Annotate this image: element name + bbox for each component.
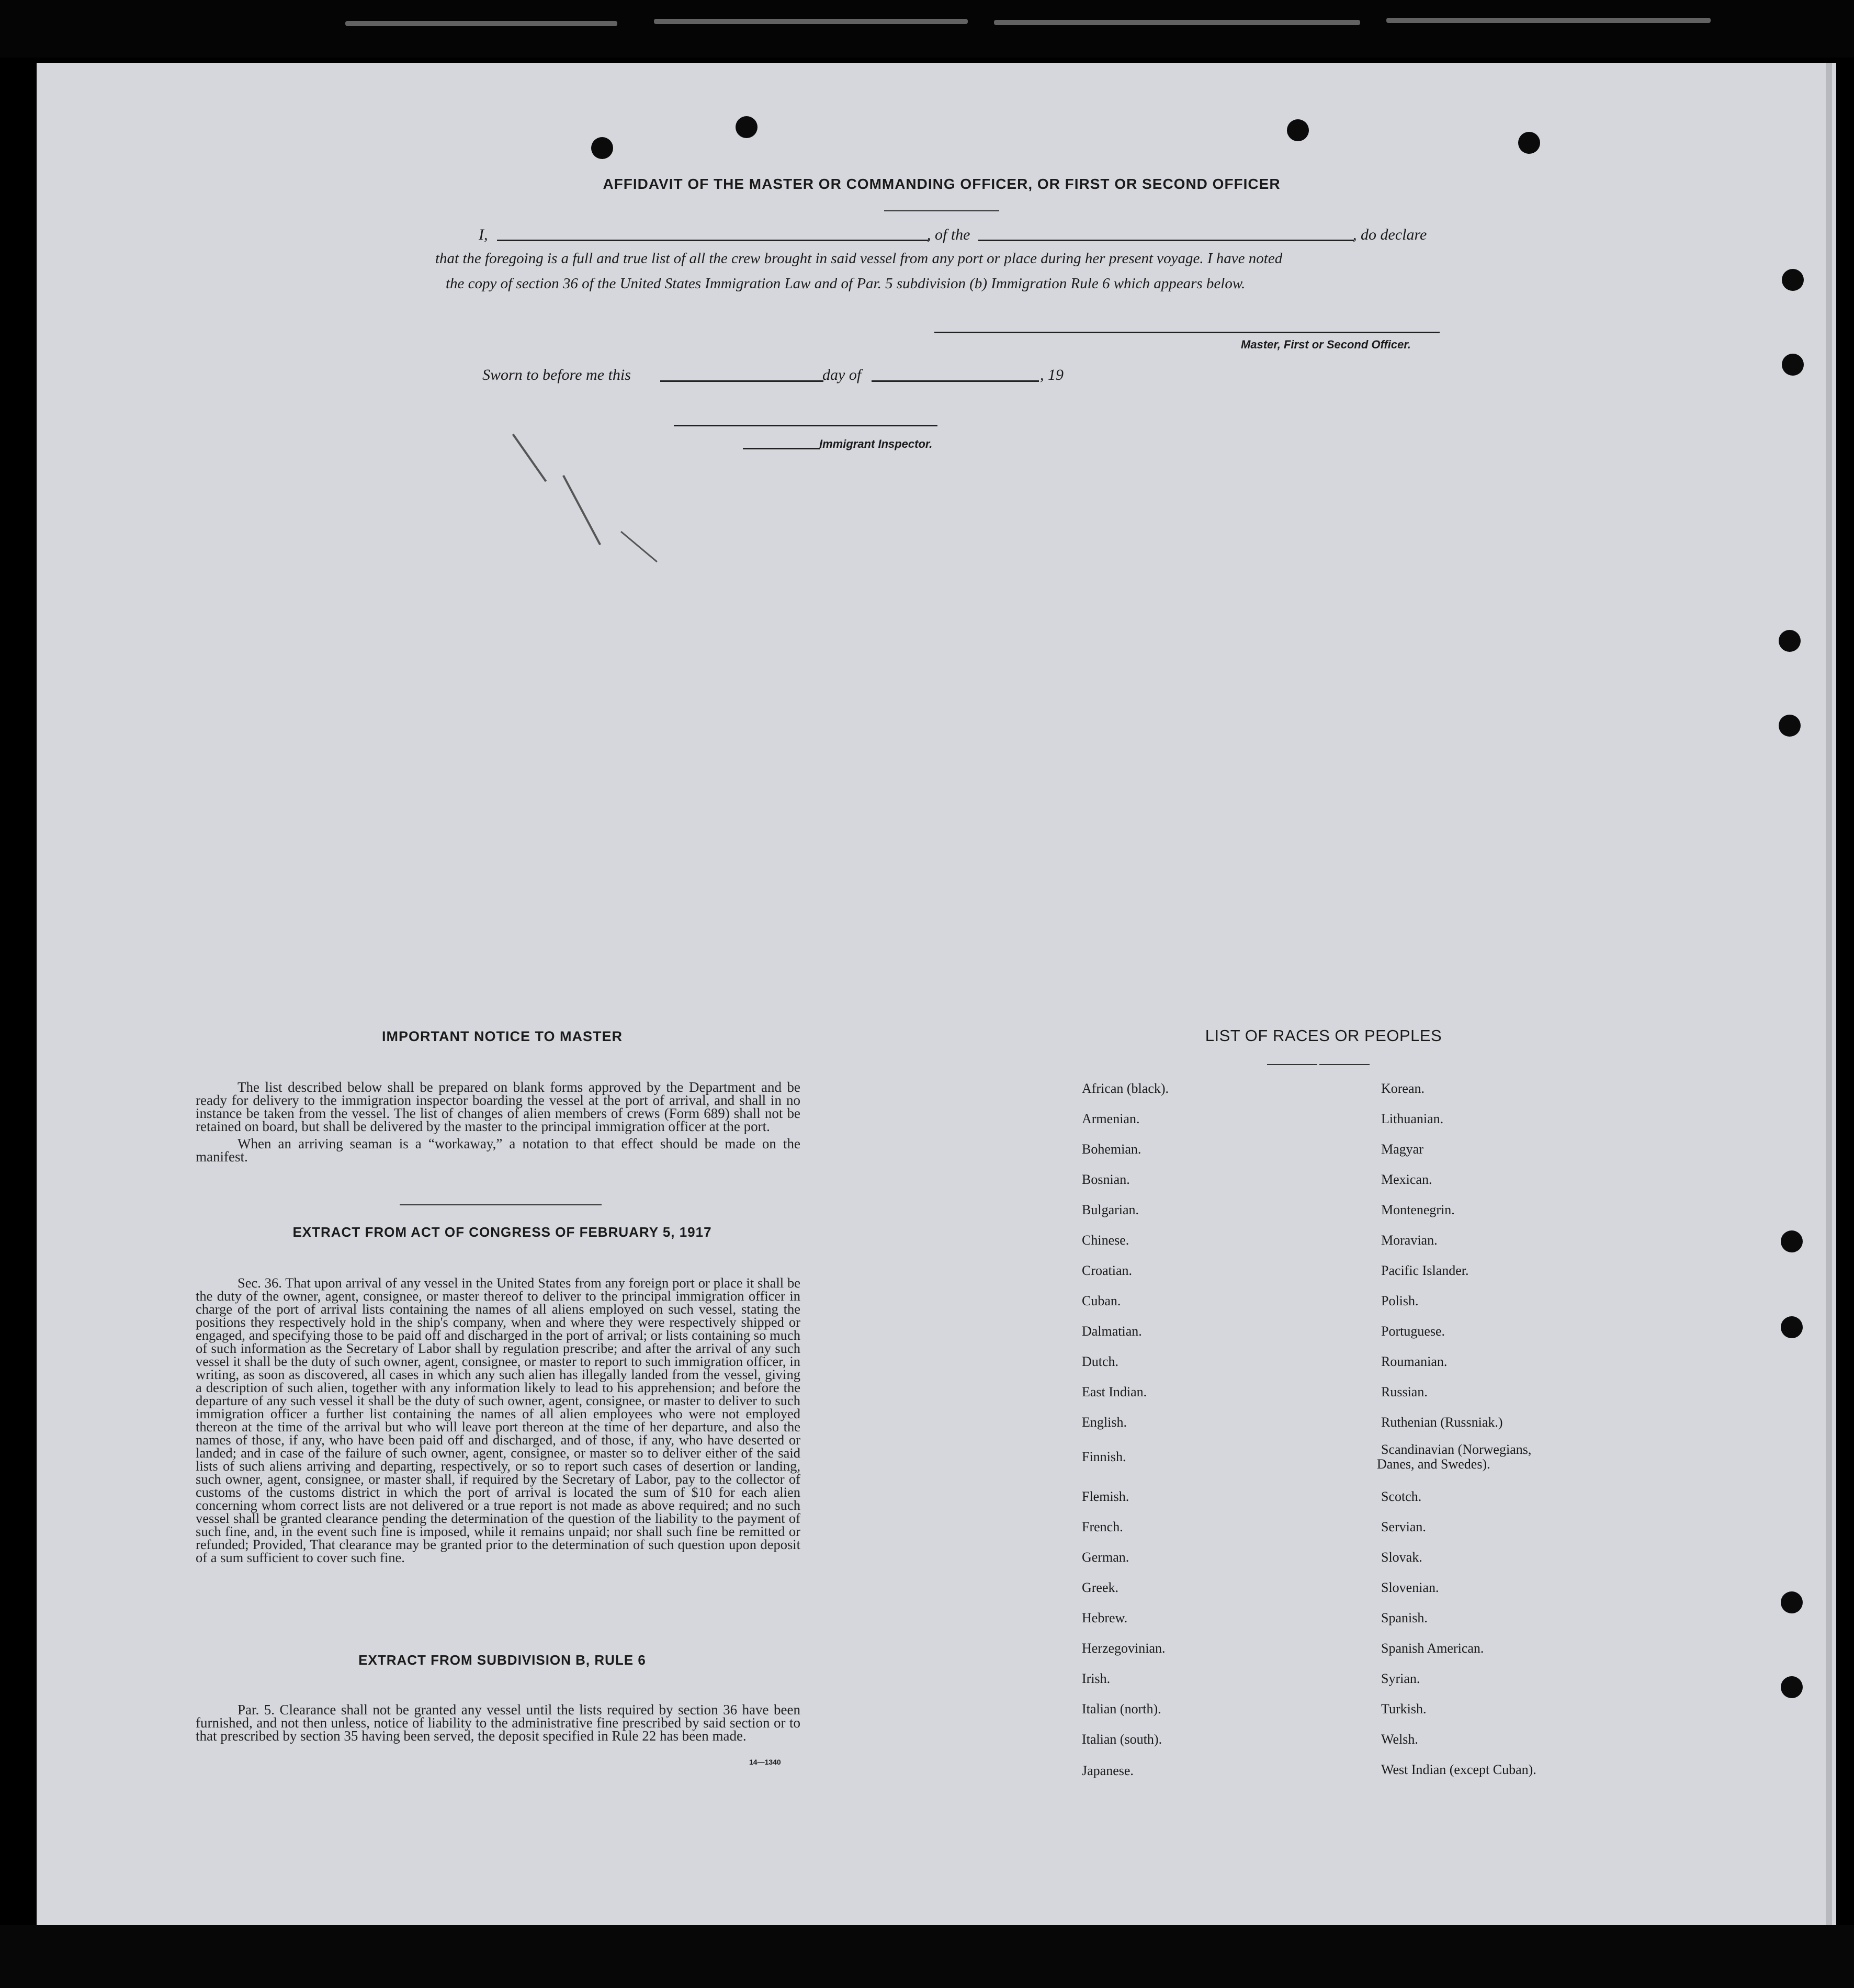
race-item: Croatian. [1082,1263,1133,1278]
race-item: Armenian. [1082,1111,1140,1126]
race-item: Hebrew. [1082,1610,1128,1625]
race-item: African (black). [1082,1081,1169,1096]
extract-rule-body [196,1703,800,1743]
scan-streak [345,21,617,26]
race-item: Irish. [1082,1671,1111,1686]
race-item: Slovenian. [1381,1580,1439,1595]
race-item: Flemish. [1082,1489,1129,1504]
divider [1267,1064,1317,1065]
race-item: German. [1082,1550,1129,1565]
punch-hole [1782,354,1804,376]
race-item: Russian. [1381,1384,1428,1399]
punch-hole [736,116,758,138]
sworn-day-fill-line [660,380,823,382]
affidavit-do-declare: , do declare [1353,226,1427,243]
race-item: Scotch. [1381,1489,1422,1504]
extract-act-title: EXTRACT FROM ACT OF CONGRESS OF FEBRUARY 5, 1917 [292,1224,712,1240]
race-item: Servian. [1381,1519,1426,1534]
notice-paragraph-2: When an arriving seaman is a “workaway,” a notation to that effect should be made on the manifest. [196,1136,800,1165]
race-item: Finnish. [1082,1449,1126,1464]
scan-streak [1386,18,1711,23]
race-item: Magyar [1381,1142,1423,1157]
document-page [37,63,1836,1925]
race-item: East Indian. [1082,1384,1147,1399]
race-item: Bohemian. [1082,1142,1141,1157]
sworn-year: , 19 [1040,366,1064,383]
race-item: Montenegrin. [1381,1202,1455,1217]
race-item: Pacific Islander. [1381,1263,1469,1278]
signature-line [934,332,1440,333]
punch-hole [1518,132,1540,154]
notice-title: IMPORTANT NOTICE TO MASTER [382,1029,623,1044]
punch-hole [1779,630,1801,652]
race-item: Korean. [1381,1081,1425,1096]
race-item: Turkish. [1381,1701,1427,1716]
race-item: Cuban. [1082,1293,1121,1308]
race-item: Italian (north). [1082,1701,1161,1716]
inspector-label: Immigrant Inspector. [819,437,933,450]
race-item: West Indian (except Cuban). [1381,1762,1536,1777]
par-5-text: Par. 5. Clearance shall not be granted any vessel until the lists required by section 36 have been furnished, and not then unless, notice of liability to the administrative fine prescribed by said section or to that prescribed by section 35 having been served, the deposit specified in Rule 22 has been made. [196,1702,800,1744]
scan-bottom-border [0,1925,1854,1988]
race-item: Italian (south). [1082,1732,1162,1747]
extract-rule-title: EXTRACT FROM SUBDIVISION B, RULE 6 [358,1652,646,1668]
race-item: Polish. [1381,1293,1419,1308]
signature-label: Master, First or Second Officer. [1241,338,1411,351]
extract-act-body [196,1277,800,1564]
race-item: French. [1082,1519,1123,1534]
race-item: Herzegovinian. [1082,1641,1166,1656]
race-item: Chinese. [1082,1233,1129,1248]
race-item: Portuguese. [1381,1324,1445,1339]
race-item: Lithuanian. [1381,1111,1444,1126]
race-item: Syrian. [1381,1671,1420,1686]
race-item: Slovak. [1381,1550,1422,1565]
race-item: Roumanian. [1381,1354,1448,1369]
race-item: English. [1082,1415,1127,1430]
divider [1319,1064,1370,1065]
divider [400,1204,602,1205]
punch-hole [591,137,613,159]
scan-top-border [0,0,1854,58]
race-item: Welsh. [1381,1732,1418,1747]
scan-streak [994,20,1360,25]
race-item: Dalmatian. [1082,1324,1142,1339]
punch-hole [1781,1316,1803,1338]
race-item: Moravian. [1381,1233,1438,1248]
punch-hole [1782,269,1804,291]
sworn-prefix: Sworn to before me this [482,366,631,383]
name-fill-line [497,240,929,241]
affidavit-i: I, [479,226,488,243]
sworn-day-of: day of [822,366,862,383]
punch-hole [1781,1230,1803,1252]
scan-streak [654,19,968,24]
page-edge [1826,63,1832,1925]
race-item: Scandinavian (Norwegians, [1381,1442,1532,1457]
notice-paragraph-1: The list described below shall be prepared on blank forms approved by the Department and be ready for delivery to the immigration inspector boarding the vessel at the port of arrival, and shall in no instance be taken from the vessel. The list of changes of alien members of crews (Form 689) shall not be retained on board, but shall be delivered by the master to the principal immigration officer at the port. [196,1079,800,1134]
race-item: Spanish. [1381,1610,1428,1625]
race-item: Bulgarian. [1082,1202,1139,1217]
punch-hole [1287,119,1309,141]
race-item: Mexican. [1381,1172,1432,1187]
inspector-signature-line [674,425,937,426]
race-item: Spanish American. [1381,1641,1484,1656]
affidavit-line-3: the copy of section 36 of the United States Immigration Law and of Par. 5 subdivision (b) Immigration Rule 6 which appears below. [446,275,1246,292]
punch-hole [1779,715,1801,737]
notice-body [196,1081,800,1164]
race-item: Japanese. [1082,1763,1134,1778]
race-item: Dutch. [1082,1354,1119,1369]
section-36-text: Sec. 36. That upon arrival of any vessel in the United States from any foreign port or place it shall be the duty of the owner, agent, consignee, or master thereof to deliver to the principal immigration officer in charge of the port of arrival lists containing the names of all aliens employed on such vessel, stating the positions they respectively hold in the ship's company, when and where they were respectively shipped or engaged, and specifying those to be paid off and discharged in the port of arrival; or lists containing so much of such information as the Secretary of Labor shall by regulation prescribe; and after the arrival of any such vessel it shall be the duty of such owner, agent, consignee, or master to report to such immigration officer, in writing, as soon as discovered, all cases in which any such alien has illegally landed from the vessel, giving a description of such alien, together with any information likely to lead to his apprehension; and before the departure of any such vessel it shall be the duty of such owner, agent, consignee, or master to deliver to such immigration officer a further list containing the names of all alien employees who were not employed thereon at the time of the arrival but who will leave port thereon at the time of her departure, and also the names of those, if any, who have been paid off and discharged, and of those, if any, who have deserted or landed; and in case of the failure of such owner, agent, consignee, or master so to deliver either of the said lists of such aliens arriving and departing, respectively, or so to report such cases of desertion or landing, such owner, agent, consignee, or master shall, if required by the Secretary of Labor, pay to the collector of customs of the customs district in which the port of arrival is located the sum of $10 for each alien concerning whom correct lists are not delivered or a true report is not made as above required; and no such vessel shall be granted clearance pending the determination of the question of the liability to the payment of such fine, and, in the event such fine is imposed, while it remains unpaid; nor shall such fine be remitted or refunded; Provided, That clearance may be granted prior to the determination of such question upon deposit of a sum sufficient to cover such fine. [196,1275,800,1565]
sworn-month-fill-line [872,380,1039,382]
punch-hole [1781,1676,1803,1698]
race-item: Ruthenian (Russniak.) [1381,1415,1503,1430]
divider [884,210,999,211]
affidavit-title: AFFIDAVIT OF THE MASTER OR COMMANDING OFFICER, OR FIRST OR SECOND OFFICER [603,176,1281,192]
race-item: Greek. [1082,1580,1119,1595]
affidavit-of-the: , of the [927,226,970,243]
affidavit-line-2: that the foregoing is a full and true list of all the crew brought in said vessel from any port or place during her present voyage. I have noted [435,250,1283,267]
vessel-fill-line [978,240,1354,241]
races-title: LIST OF RACES OR PEOPLES [1205,1026,1442,1045]
race-item-continuation: Danes, and Swedes). [1377,1456,1490,1472]
inspector-short-line [743,448,820,449]
punch-hole [1781,1591,1803,1613]
race-item: Bosnian. [1082,1172,1130,1187]
form-number: 14—1340 [749,1758,781,1766]
